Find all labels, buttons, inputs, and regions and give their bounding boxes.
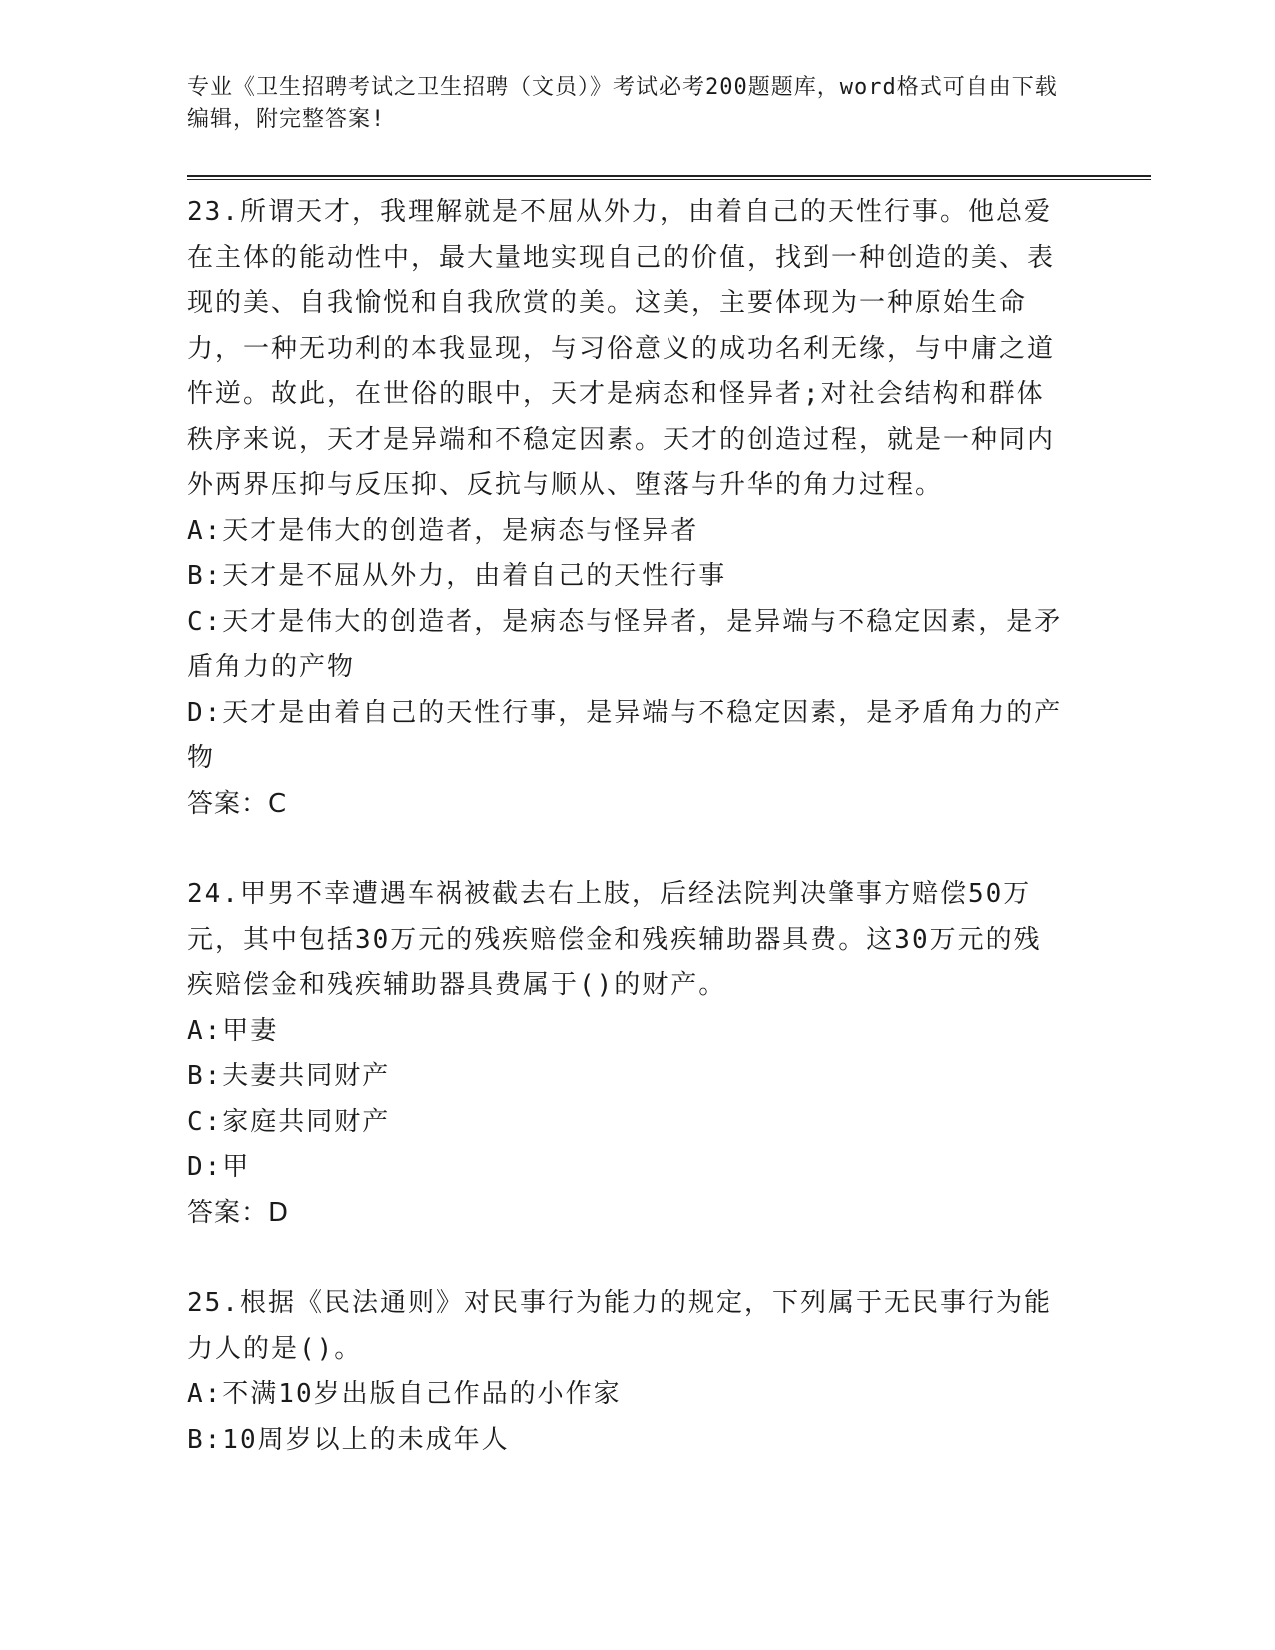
option-d: D:天才是由着自己的天性行事，是异端与不稳定因素，是矛盾角力的产物 [187, 697, 1063, 773]
option-c: C:天才是伟大的创造者，是病态与怪异者，是异端与不稳定因素，是矛盾角力的产物 [187, 606, 1063, 682]
question-stem: 24.甲男不幸遭遇车祸被截去右上肢，后经法院判决肇事方赔偿50万元，其中包括30万元的残疾赔偿金和残疾辅助器具费。这30万元的残疾赔偿金和残疾辅助器具费属于()的财产。 [187, 879, 1042, 1000]
option-b: B:10周岁以上的未成年人 [187, 1424, 510, 1455]
option-b: B:天才是不屈从外力，由着自己的天性行事 [187, 561, 727, 591]
question-spacer [187, 1236, 1067, 1281]
answer-line: 答案：D [187, 1197, 290, 1228]
question-list [187, 190, 1067, 1463]
question-25 [187, 1281, 1067, 1463]
answer-line: 答案：C [187, 788, 288, 819]
question-spacer [187, 827, 1067, 872]
document-header: 专业《卫生招聘考试之卫生招聘（文员）》考试必考200题题库，word格式可自由下载编辑，附完整答案! [187, 75, 1058, 132]
question-23 [187, 190, 1067, 827]
header-divider [187, 175, 1151, 180]
option-c: C:家庭共同财产 [187, 1106, 391, 1137]
option-a: A:不满10岁出版自己作品的小作家 [187, 1379, 622, 1409]
question-stem: 25.根据《民法通则》对民事行为能力的规定，下列属于无民事行为能力人的是()。 [187, 1288, 1052, 1364]
option-b: B:夫妻共同财产 [187, 1061, 391, 1091]
question-24 [187, 872, 1067, 1236]
question-stem: 23.所谓天才，我理解就是不屈从外力，由着自己的天性行事。他总爱在主体的能动性中，最大量地实现自己的价值，找到一种创造的美、表现的美、自我愉悦和自我欣赏的美。这美，主要体现为一种原始生命力，一种无功利的本我显现，与习俗意义的成功名利无缘，与中庸之道忤逆。故此，在世俗的眼中，天才是病态和怪异者;对社会结构和群体秩序来说，天才是异端和不稳定因素。天才的创造过程，就是一种同内外两界压抑与反压抑、反抗与顺从、堕落与升华的角力过程。 [187, 197, 1056, 500]
option-a: A:甲妻 [187, 1015, 279, 1046]
option-d: D:甲 [187, 1152, 251, 1182]
option-a: A:天才是伟大的创造者，是病态与怪异者 [187, 515, 699, 546]
